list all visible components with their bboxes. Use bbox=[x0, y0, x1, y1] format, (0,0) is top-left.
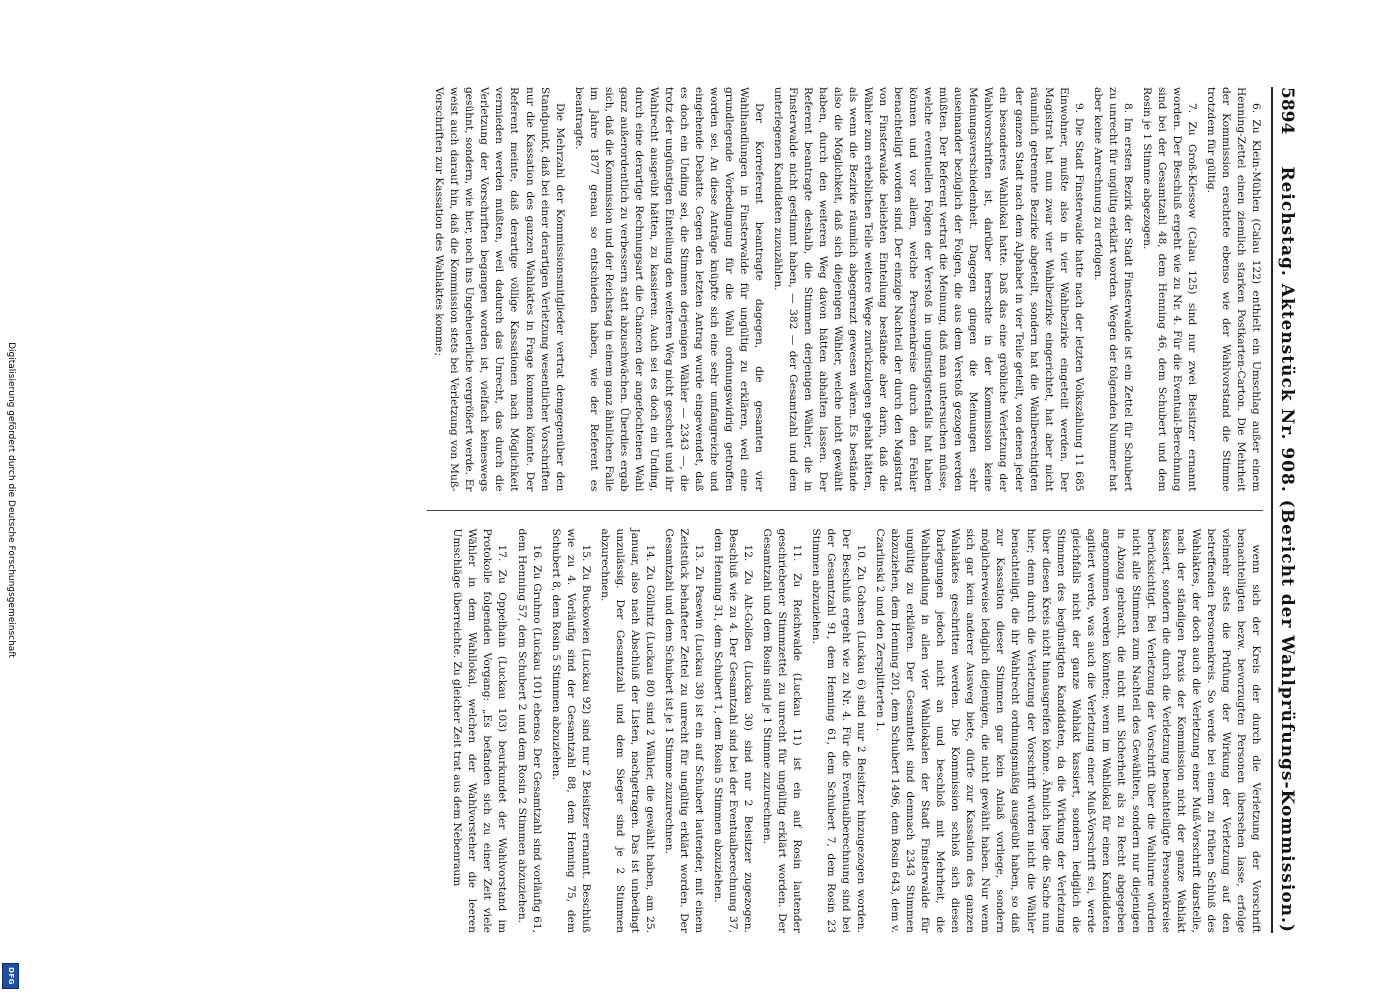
text-columns bbox=[427, 87, 1263, 933]
page-header bbox=[1271, 87, 1297, 933]
left-column bbox=[427, 87, 1263, 492]
paragraph: 10. Zu Gohsen (Luckau 6) sind nur 2 Beisitzer hinzugezogen worden. Der Beschluß ergeht wie zu Nr. 4. Für die Eventualberechnung sind bei der Gesamtzahl 91, dem Henning 61, dem Schubert 7, dem Rosin 23 Stimmen abzuziehen. bbox=[810, 528, 868, 933]
digitization-credit: Digitalisierung gefördert durch die Deutsche Forschungsgemeinschaft bbox=[6, 342, 16, 658]
paragraph: Der Korreferent beantragte dagegen, die gesamten vier Wahlhandlungen in Finsterwalde für ungültig zu erklären, weil eine grundlegende Vorbedingung für die Wahl ordnungswidrig getroffen worden sei. An diese Anträge knüpfte sich eine sehr umfangreiche und eingehende Debatte. Gegen den letzten Antrag wurde eingewendet, daß es doch ein Unding sei, die Stimmen derjenigen Wähler — 2343 —, die trotz der ungünstigen Einteilung den weiteren Weg nicht gescheut und ihr Wahlrecht ausgeübt hätten, zu kassieren. Auch sei es doch ein Unding, durch eine derartige Rechnungsart die Chancen der angefochtenen Wahl ganz außerordentlich zu verbessern statt abzuschwächen. Überdies ergab sich, daß die Kommission und der Reichstag in einem ganz ähnlichen Falle im Jahre 1877 genau so entschieden haben, wie der Referent es beantragte. bbox=[572, 87, 765, 492]
paragraph: 15. Zu Buckowien (Luckau 92) sind nur 2 Beisitzer ernannt. Beschluß wie zu 4. Vorläufig sind der Gesamtzahl 88, dem Henning 75, dem Schubert 8, dem Rosin 5 Stimmen abzuziehen. bbox=[549, 528, 592, 933]
paragraph: 8. Im ersten Bezirk der Stadt Finsterwalde ist ein Zettel für Schubert zu unrecht für ungültig erklärt worden. Wegen der folgenden Nummer hat aber keine Anrechnung zu erfolgen. bbox=[1091, 87, 1134, 492]
column-divider bbox=[427, 510, 1263, 511]
page-number: 5894 bbox=[1277, 87, 1297, 135]
paragraph: 13. Zu Pasewin (Luckau 38) ist ein auf Schubert lautender, mit einem Zeitstück behafteter Zettel zu unrecht für ungültig erklärt worden. Der Gesamtzahl und dem Schubert ist je 1 Stimme zuzurechnen. bbox=[662, 528, 705, 933]
credit-strip bbox=[0, 0, 22, 1000]
paragraph: 12. Zu Alt-Golßen (Luckau 30) sind nur 2 Beisitzer zugezogen. Beschluß wie zu 4. Der Gesamtzahl sind bei der Eventualberechnung 37, dem Henning 31, dem Schubert 1, dem Rosin 5 Stimmen abzuziehen. bbox=[711, 528, 754, 933]
dfg-logo-icon bbox=[2, 963, 19, 989]
dfg-logo-text: DFG bbox=[6, 967, 15, 985]
paragraph: 9. Die Stadt Finsterwalde hatte nach der letzten Volkszählung 11 685 Einwohner, mußte also in vier Wahlbezirke eingeteilt werden. Der Magistrat hat nun zwar vier Wahlbezirke eingerichtet, hat aber nicht räumlich getrennte Bezirke abgeteilt, sondern hat die Wahlberechtigten der ganzen Stadt nach dem Alphabet in vier Teile geteilt, von denen jeder ein besonderes Wahllokal hatte. Daß das eine gröbliche Verletzung der Wahlvorschriften ist, darüber herrschte in der Kommission keine Meinungsverschiedenheit. Dagegen gingen die Meinungen sehr auseinander bezüglich der Folgen, die aus dem Verstoß gezogen werden müßten. Der Referent vertrat die Meinung, daß man untersuchen müsse, welche eventuellen Folgen der Verstoß in ungünstigstenfalls hat haben können und vor allem, welche Personenkreise durch den Fehler benachteiligt worden sind. Der einzige Nachteil der durch den Magistrat von Finsterwalde beliebten Einteilung bestände aber darin, daß die Wähler zum erheblichen Teile weitere Wege zurückzulegen gehabt hätten, als wenn die Bezirke räumlich abgegrenzt gewesen wären. Es bestände also die Möglichkeit, daß sich diejenigen Wähler, welche nicht gewählt haben, durch den weiteren Weg davon hätten abhalten lassen. Der Referent beantragte deshalb, die Stimmen derjenigen Wähler, die in Finsterwalde nicht gestimmt haben, — 382 — der Gesamtzahl und dem unterlegenen Kandidaten zuzuzählen. bbox=[772, 87, 1085, 492]
paragraph: wenn sich der Kreis der durch die Verletzung der Vorschrift benachteiligten bezw. bevorzugten Personen übersehen lasse, erfolge vielmehr stets die Prüfung der Wirkung der Verletzung auf den betreffenden Personenkreis. So werde bei einem zu frühen Schluß des Wahlaktes, der doch auch die Verletzung einer Muß-Vorschrift darstelle, nach der ständigen Praxis der Kommission nicht der ganze Wahlakt kassiert, sondern die durch die Verletzung benachteiligte Personenkreise berücksichtigt. Bei Verletzung der Vorschrift über die Wahlurne würden nicht alle Stimmen zum Nachteil des Gewählten, sondern nur diejenigen in Abzug gebracht, die nicht mit Sicherheit als zu Recht abgegeben angenommen werden könnten; wenn im Wahllokal für einen Kandidaten agitiert werde, was auch die Verletzung einer Muß-Vorschrift sei, werde gleichfalls nicht der ganze Wahlakt kassiert, sondern lediglich die Stimmen des begünstigten Kandidaten, da die Wirkung der Verletzung über diesen Kreis nicht hinausgreifen könne. Ähnlich liege die Sache nun hier; denn durch die Verletzung der Vorschrift würden nicht die Wähler benachteiligt, die ihr Wahlrecht ordnungsmäßig ausgeübt haben, so daß zur Kassation dieser Stimmen gar kein Anlaß vorliege, sondern möglicherweise lediglich diejenigen, die nicht gewählt haben. Nur wenn sich gar kein anderer Ausweg biete, dürfe zur Kassation des ganzen Wahlaktes geschritten werden. Die Kommission schloß sich diesen Darlegungen jedoch nicht an und beschloß mit Mehrheit, die Wahlhandlung in allen vier Wahllokalen der Stadt Finsterwalde für ungültig zu erklären. Der Gesamtheit sind demnach 2343 Stimmen abzuziehen, dem Henning 201, dem Schubert 1496, dem Rosin 643, dem v. Czarlinski 2 und den Zersplitterten 1. bbox=[874, 528, 1262, 933]
scanned-page bbox=[65, 60, 1315, 960]
right-column bbox=[427, 529, 1263, 934]
paragraph: Die Mehrzahl der Kommissionsmitglieder vertrat demgegenüber den Standpunkt, daß bei einer derartigen Verletzung wesentlicher Vorschriften nur die Kassation des ganzen Wahlaktes in Frage kommen könnte. Der Referent meinte, daß derartige völlige Kassationen nach Möglichkeit vermieden werden müßten, weil dadurch das Unrecht, das durch die Verletzung der Vorschriften begangen worden ist, vielfach keineswegs gesühnt, sondern, wie hier, noch ins Ungeheuerliche vergrößert werde. Er weist auch darauf hin, daß die Kommission stets bei Verletzung von Muß-Vorschriften zur Kassation des Wahlaktes komme; bbox=[433, 87, 566, 492]
paragraph: 11. Zu Reichwalde (Luckau 11) ist ein auf Rosin lautender geschriebener Stimmzettel zu unrecht für ungültig erklärt worden. Der Gesamtzahl und dem Rosin sind je 1 Stimme zuzurechnen. bbox=[761, 528, 804, 933]
paragraph: 16. Zu Gruhno (Luckau 101) ebenso. Der Gesamtzahl sind vorläufig 61, dem Henning 57, dem Schubert 2 und dem Rosin 2 Stimmen abzuziehen. bbox=[515, 528, 543, 933]
paragraph: 6. Zu Klein-Mühlen (Calau 122) enthielt ein Umschlag außer einem Henning-Zettel einen ziemlich starken Postkarten-Carton. Die Mehrheit der Kommission erachtete ebenso wie der Wahlvorstand die Stimme trotzdem für gültig. bbox=[1204, 87, 1262, 492]
paragraph: 7. Zu Groß-Klessow (Calau 125) sind nur zwei Beisitzer ernannt worden. Der Beschluß ergeht wie zu Nr. 4. Für die Eventual-Berechnung sind bei der Gesamtzahl 48, dem Henning 46, dem Schubert und dem Rosin je 1 Stimme abgezogen. bbox=[1140, 87, 1198, 492]
paragraph: 14. Zu Göllnitz (Luckau 80) sind 2 Wähler, die gewählt haben, am 25. Januar, also nach Abschluß der Listen, nachgetragen. Das ist unbedingt unzulässig. Der Gesamtzahl und dem Sieger sind je 2 Stimmen abzurechnen. bbox=[598, 528, 656, 933]
page-content bbox=[75, 65, 1305, 955]
running-title: Reichstag. Aktenstück Nr. 908. (Bericht der Wahlprüfungs-Kommission.) bbox=[1277, 166, 1297, 933]
paragraph: 17. Zu Oppelhain (Luckau 103) beurkundet der Wahlvorstand im Protokolle folgenden Vorgang: „Es befanden sich zu einer Zeit viele Wähler in dem Wahllokal, welchen der Wahlvorsteher die leeren Umschläge überreichte. Zu gleicher Zeit trat aus dem Nebenraum bbox=[451, 528, 509, 933]
